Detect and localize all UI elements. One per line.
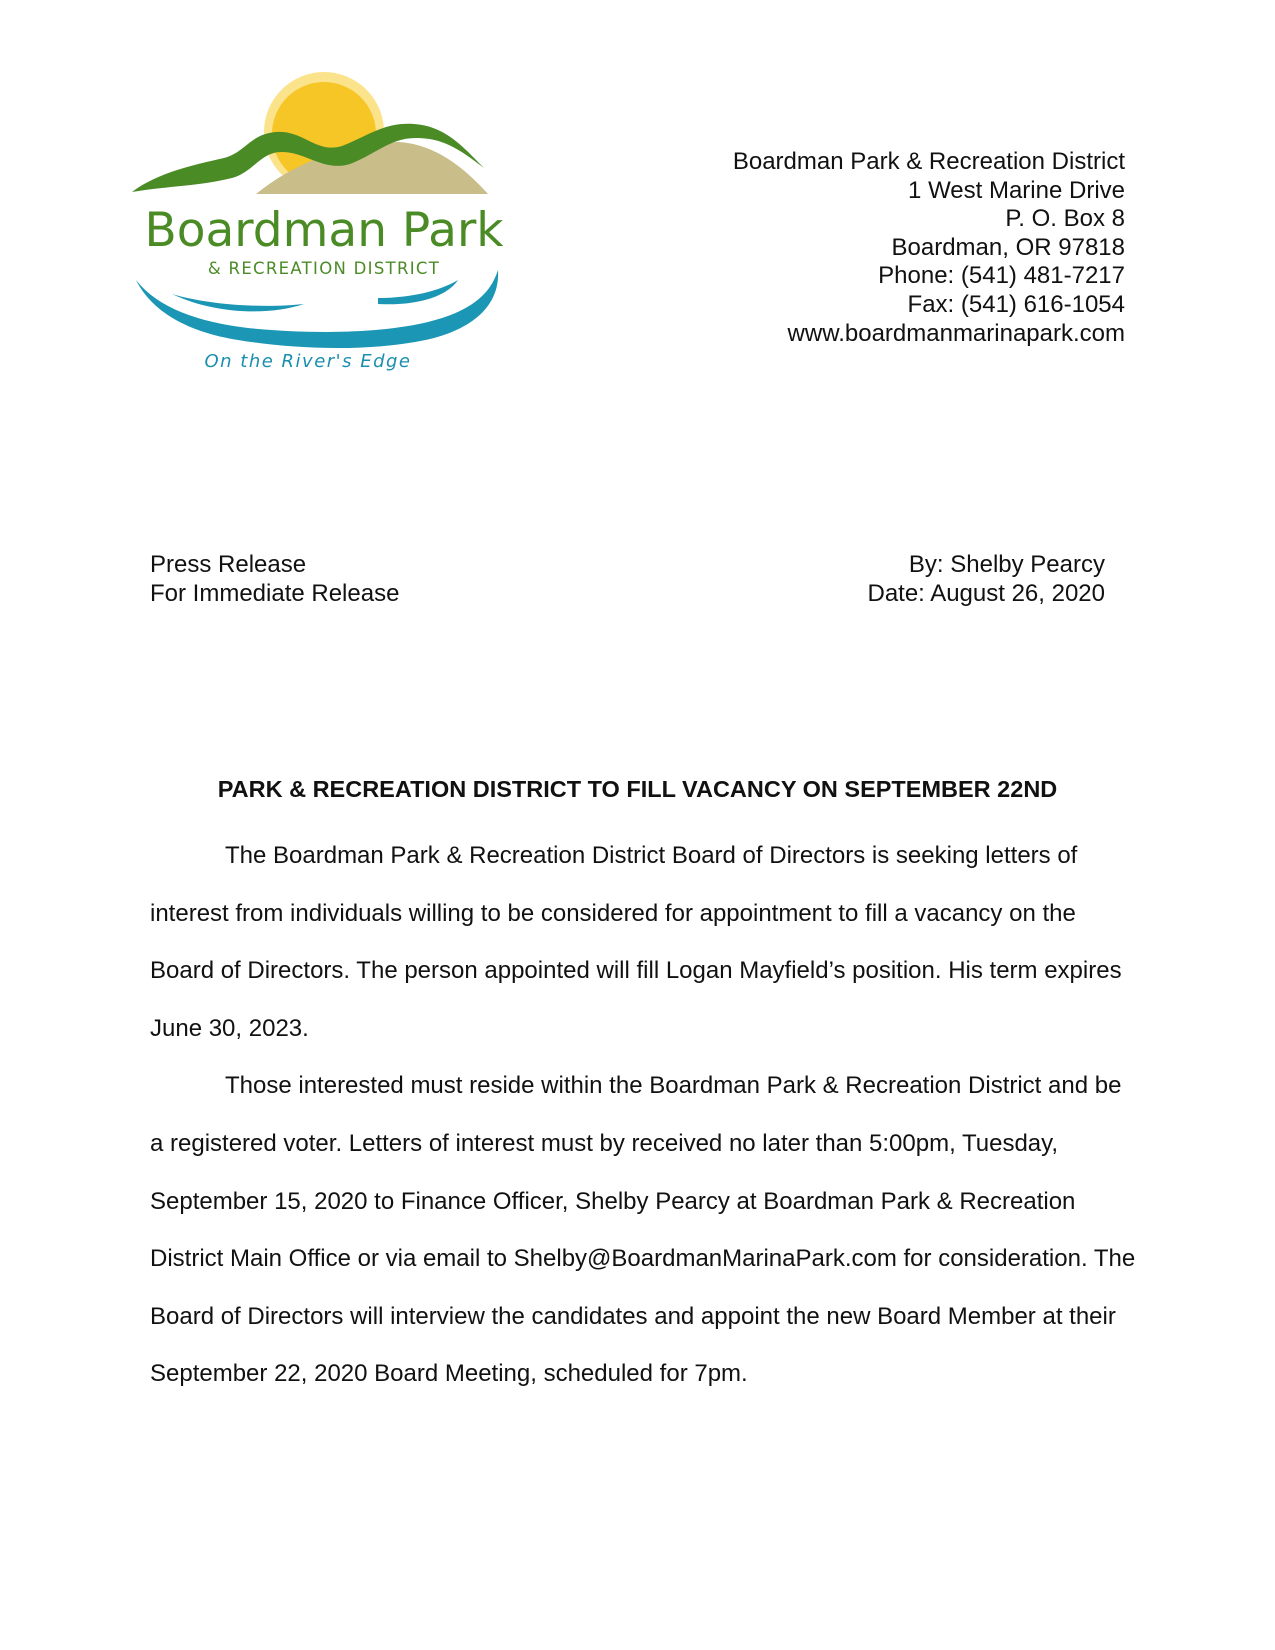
city-state-zip: Boardman, OR 97818 [891,233,1125,261]
release-timing: For Immediate Release [150,580,400,607]
release-body [150,827,1140,1403]
logo-graphic [128,72,520,402]
po-box: P. O. Box 8 [1005,205,1125,233]
paragraph-requirements: Those interested must reside within the Boardman Park & Recreation District and be a registered voter. Letters of interest must by received no later than 5:00pm, Tuesday, September 15, 2020 to Finance Officer, Shelby Pearcy at Boardman Park & Recreation District Main Office or via email to Shelby@BoardmanMarinaPark.com for consideration. The Board of Directors will interview the candidates and appoint the new Board Member at their September 22, 2020 Board Meeting, scheduled for 7pm. [150,1072,1136,1388]
logo-tagline: On the River's Edge [204,351,412,372]
river-wave-accent-icon [378,280,458,304]
phone-number: Phone: (541) 481-7217 [878,262,1125,290]
release-type: Press Release [150,551,307,578]
river-wave-small-icon [172,294,304,311]
release-author: By: Shelby Pearcy [908,551,1105,578]
paragraph-vacancy: The Boardman Park & Recreation District Board of Directors is seeking letters of interest from individuals willing to be considered for appointment to fill a vacancy on the Board of Directors. The person appointed will fill Logan Mayfield’s position. His term expires June 30, 2023. [150,842,1122,1042]
org-name: Boardman Park & Recreation District [732,148,1125,175]
logo-subname: & RECREATION DISTRICT [207,259,441,278]
district-address [733,148,1125,348]
logo-name: Boardman Park [144,203,504,258]
release-date: Date: August 26, 2020 [867,580,1105,607]
street-address: 1 West Marine Drive [908,176,1125,204]
release-author-block [867,550,1105,608]
river-wave-icon [136,270,498,348]
press-release-headline: PARK & RECREATION DISTRICT TO FILL VACANCY ON SEPTEMBER 22ND [217,776,1058,802]
release-type-block [150,550,399,608]
website-link[interactable]: www.boardmanmarinapark.com [787,319,1125,347]
district-logo [128,72,520,402]
fax-number: Fax: (541) 616-1054 [907,290,1125,318]
